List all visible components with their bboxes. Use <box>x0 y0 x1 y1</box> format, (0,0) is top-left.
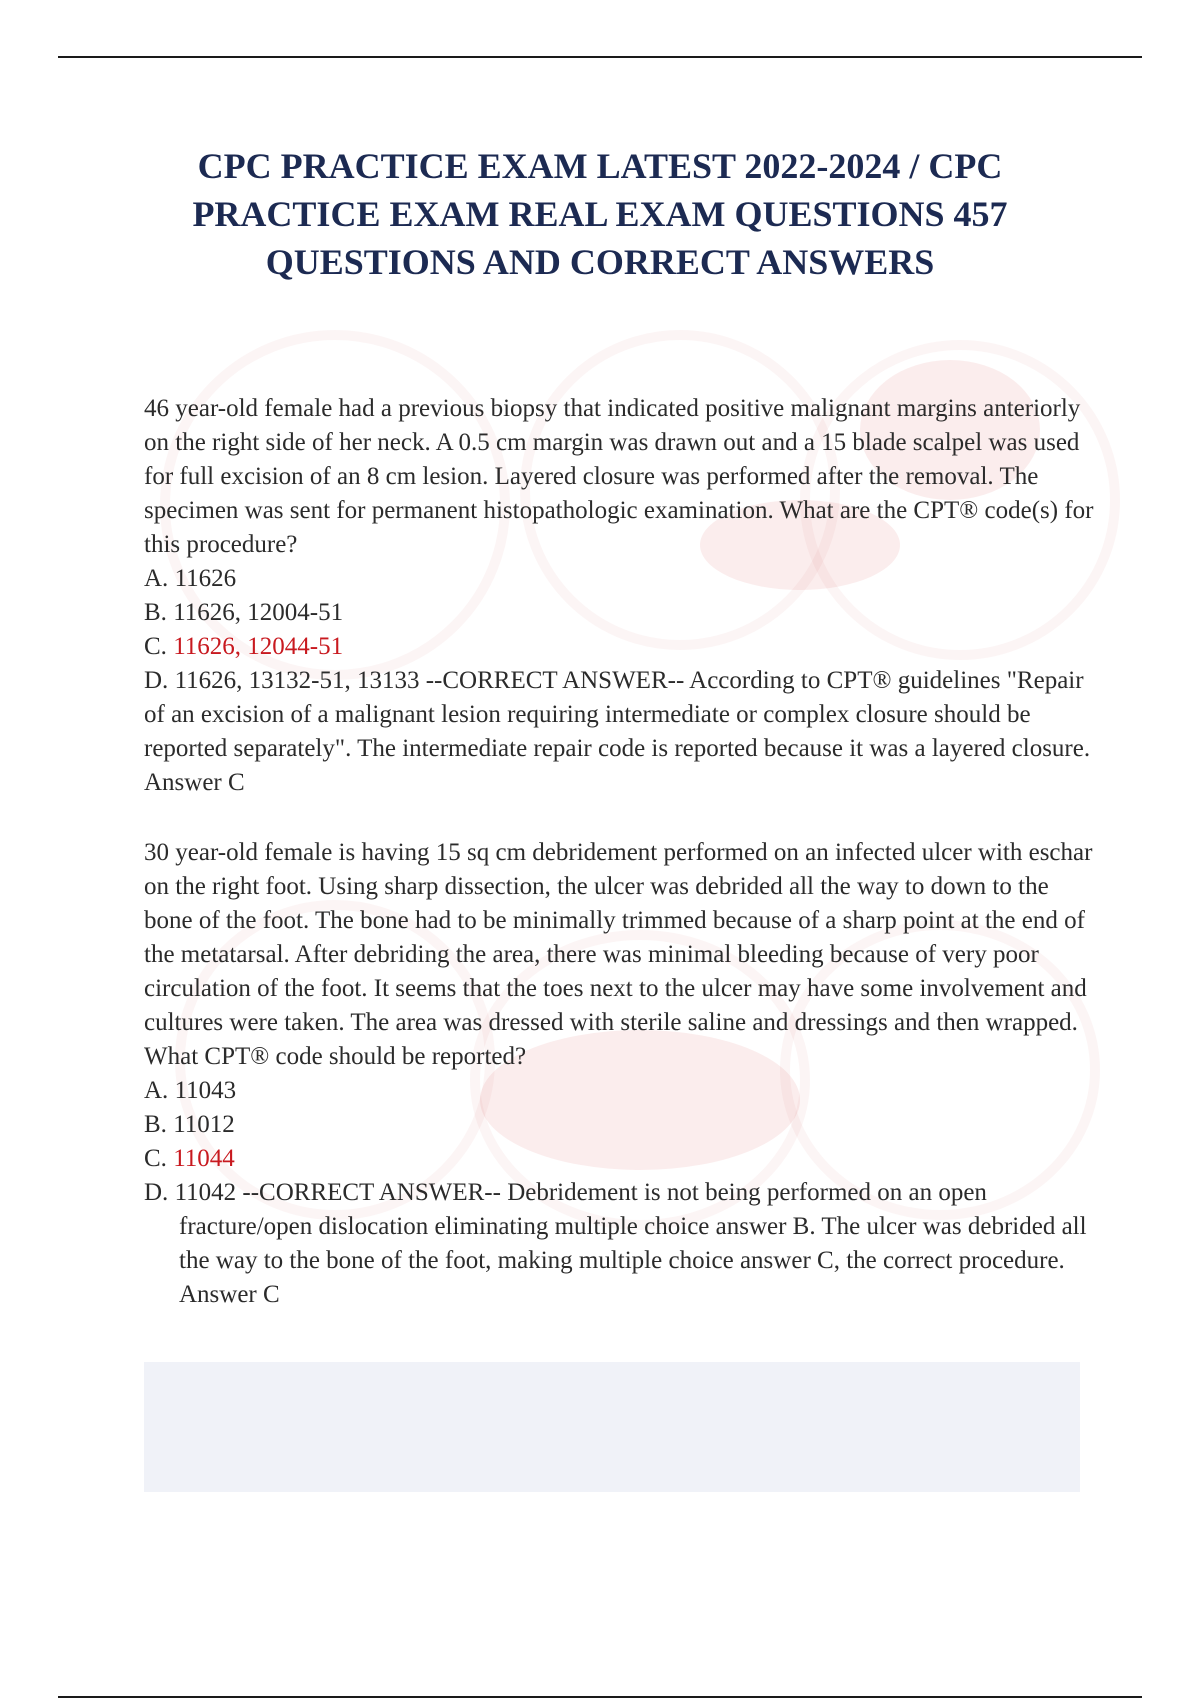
option-c-prefix: C. <box>144 1145 174 1172</box>
document-body <box>144 392 1094 1348</box>
question-2-option-b <box>144 1108 1094 1142</box>
question-2-option-c <box>144 1142 1094 1176</box>
question-1-stem: 46 year-old female had a previous biopsy that indicated positive malignant margins anteriorly on the right side of her neck. A 0.5 cm margin was drawn out and a 15 blade scalpel was used for full excision of an 8 cm lesion. Layered closure was performed after the removal. The specimen was sent for permanent histopathologic examination. What are the CPT® code(s) for this procedure? <box>144 395 1094 558</box>
bottom-shaded-panel <box>144 1362 1080 1492</box>
footer-rule <box>58 1696 1142 1698</box>
correct-answer-highlight: 11044 <box>173 1145 235 1172</box>
question-2 <box>144 836 1094 1312</box>
option-a-text: 11626 <box>174 565 237 592</box>
question-1-option-a <box>144 562 1094 596</box>
option-a-prefix: A. <box>144 1077 175 1104</box>
correct-answer-highlight: 11626, 12044-51 <box>173 633 344 660</box>
option-d-text: 11042 --CORRECT ANSWER-- Debridement is not being performed on an open fracture/open dislocation eliminating multiple choice answer B. The ulcer was debrided all the way to the bone of the foot, making multiple choice answer C, the correct procedure. Answer C <box>174 1179 1087 1308</box>
option-a-prefix: A. <box>144 565 175 592</box>
question-1-option-c <box>144 630 1094 664</box>
option-c-prefix: C. <box>144 633 174 660</box>
question-1-option-b <box>144 596 1094 630</box>
question-1-option-d <box>144 664 1094 800</box>
option-d-prefix: D. <box>144 1179 175 1206</box>
option-d-text: 11626, 13132-51, 13133 --CORRECT ANSWER-- According to CPT® guidelines "Repair of an excision of a malignant lesion requiring intermediate or complex closure should be reported separately". The intermediate repair code is reported because it was a layered closure. Answer C <box>144 667 1091 796</box>
document-title <box>100 142 1100 286</box>
header-rule <box>58 56 1142 58</box>
title-line-2: PRACTICE EXAM REAL EXAM QUESTIONS 457 <box>192 194 1008 234</box>
title-line-3: QUESTIONS AND CORRECT ANSWERS <box>265 242 935 282</box>
option-b-text: 11626, 12004-51 <box>173 599 344 626</box>
question-2-stem: 30 year-old female is having 15 sq cm debridement performed on an infected ulcer with eschar on the right foot. Using sharp dissection, the ulcer was debrided all the way to down to the bone of the foot. The bone had to be minimally trimmed because of a sharp point at the end of the metatarsal. After debriding the area, there was minimal bleeding because of very poor circulation of the foot. It seems that the toes next to the ulcer may have some involvement and cultures were taken. The area was dressed with sterile saline and dressings and then wrapped. What CPT® code should be reported? <box>144 839 1093 1070</box>
question-1 <box>144 392 1094 800</box>
option-a-text: 11043 <box>174 1077 237 1104</box>
title-line-1: CPC PRACTICE EXAM LATEST 2022-2024 / CPC <box>197 146 1003 186</box>
option-b-prefix: B. <box>144 599 174 626</box>
option-d-prefix: D. <box>144 667 175 694</box>
option-b-prefix: B. <box>144 1111 174 1138</box>
question-2-option-a <box>144 1074 1094 1108</box>
question-2-option-d <box>144 1176 1094 1312</box>
option-b-text: 11012 <box>173 1111 235 1138</box>
